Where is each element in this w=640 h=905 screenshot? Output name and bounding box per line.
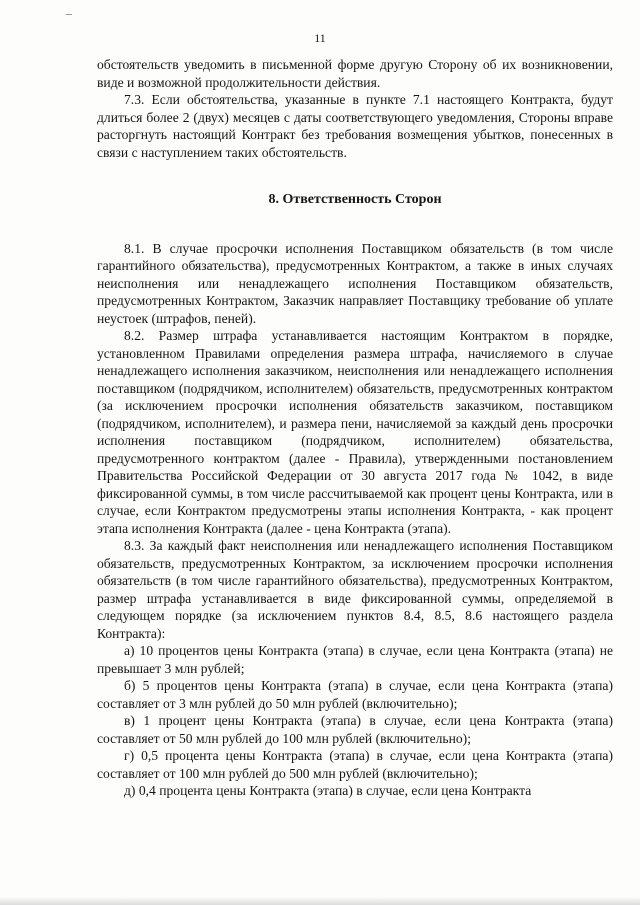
paragraph-8-3: 8.3. За каждый факт неисполнения или ненадлежащего исполнения Поставщиком обязательств, предусмотренных Контрактом, за исключением просрочки исполнения обязательств (в том числе гарантийного обязательства), предусмотренных Контрактом, размер штрафа устанавливается в виде фиксированной суммы, определяемой в следующем порядке (за исключением пунктов 8.4, 8.5, 8.6 настоящего раздела Контракта): (97, 538, 613, 641)
paragraph-continuation: обстоятельств уведомить в письменной форме другую Сторону об их возникновении, виде и возможной продолжительности действия. (97, 57, 613, 90)
list-item-b: б) 5 процентов цены Контракта (этапа) в случае, если цена Контракта (этапа) составляет от 3 млн рублей до 50 млн рублей (включительно); (97, 678, 613, 711)
scan-artifact (66, 14, 72, 15)
paragraph-7-3: 7.3. Если обстоятельства, указанные в пункте 7.1 настоящего Контракта, будут длиться более 2 (двух) месяцев с даты соответствующего уведомления, Стороны вправе расторгнуть настоящий Контракт без требования возмещения убытков, понесенных в связи с наступлением таких обстоятельств. (97, 92, 613, 160)
document-body (97, 56, 613, 800)
page-number: 11 (314, 31, 326, 45)
list-item-g: г) 0,5 процента цены Контракта (этапа) в случае, если цена Контракта (этапа) составляет от 100 млн рублей до 500 млн рублей (включительно); (97, 748, 613, 781)
section-heading: 8. Ответственность Сторон (268, 192, 442, 207)
list-item-v: в) 1 процент цены Контракта (этапа) в случае, если цена Контракта (этапа) составляет от 50 млн рублей до 100 млн рублей (включительно); (97, 713, 613, 746)
paragraph-8-2: 8.2. Размер штрафа устанавливается настоящим Контрактом в порядке, установленном Правилами определения размера штрафа, начисляемого в случае ненадлежащего исполнения заказчиком, неисполнения или ненадлежащего исполнения поставщиком (подрядчиком, исполнителем) обязательств, предусмотренных контрактом (за исключением просрочки исполнения обязательств заказчиком, поставщиком (подрядчиком, исполнителем), и размера пени, начисляемой за каждый день просрочки исполнения поставщиком (подрядчиком, исполнителем) обязательства, предусмотренного контрактом (далее - Правила), утвержденными постановлением Правительства Российской Федерации от 30 августа 2017 года № 1042, в виде фиксированной суммы, в том числе рассчитываемой как процент цены Контракта, или в случае, если Контрактом предусмотрены этапы исполнения Контракта, - как процент этапа исполнения Контракта (далее - цена Контракта (этапа). (97, 328, 613, 536)
paragraph-8-1: 8.1. В случае просрочки исполнения Поставщиком обязательств (в том числе гарантийного обязательства), предусмотренных Контрактом, а также в иных случаях неисполнения или ненадлежащего исполнения Поставщиком обязательств, предусмотренных Контрактом, Заказчик направляет Поставщику требование об уплате неустоек (штрафов, пеней). (97, 240, 613, 326)
list-item-a: а) 10 процентов цены Контракта (этапа) в случае, если цена Контракта (этапа) не превышает 3 млн рублей; (97, 643, 613, 676)
list-item-d: д) 0,4 процента цены Контракта (этапа) в случае, если цена Контракта (124, 783, 532, 798)
scan-edge (0, 897, 640, 905)
